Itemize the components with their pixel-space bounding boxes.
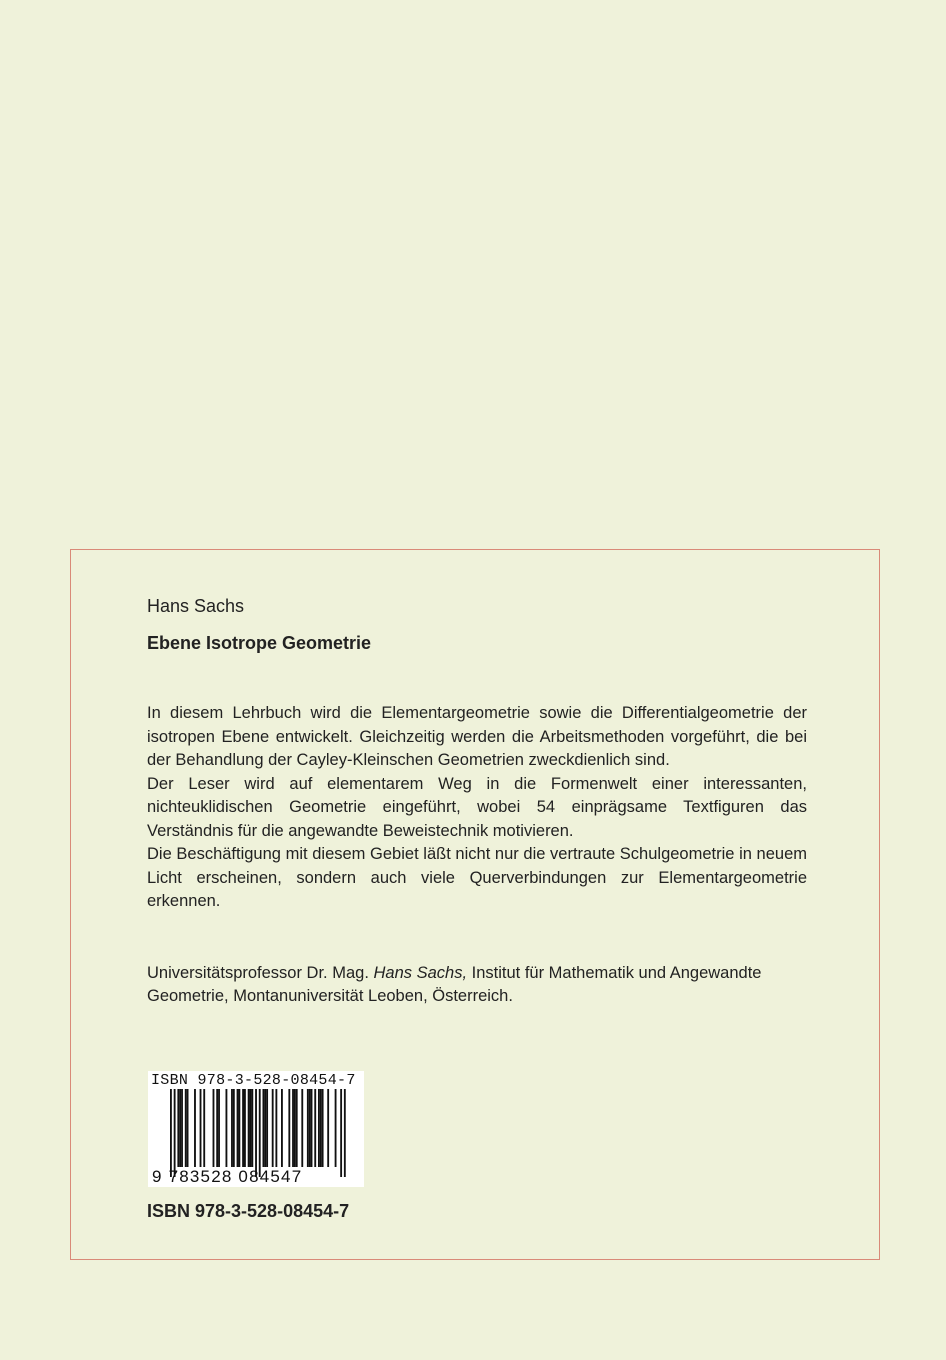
- barcode-bar: [335, 1089, 337, 1167]
- barcode-bar: [322, 1089, 324, 1167]
- barcode-bar: [320, 1089, 322, 1167]
- barcode-bar: [244, 1089, 246, 1167]
- barcode-bar: [307, 1089, 309, 1167]
- barcode-bar: [237, 1089, 239, 1167]
- author-name: Hans Sachs: [147, 596, 245, 616]
- barcode-bar: [200, 1089, 202, 1167]
- barcode-bar: [187, 1089, 189, 1167]
- barcode: [148, 1071, 364, 1187]
- description-paragraph: In diesem Lehrbuch wird die Elementargeometrie sowie die Differentialgeometrie der isotropen Ebene entwickelt. Gleichzeitig werden die Arbeitsmethoden vorgeführt, die bei der Behandlung der Cayley-Kleinschen Geometrien zweckdienlich sind.: [147, 704, 807, 769]
- barcode-bar: [314, 1089, 316, 1167]
- barcode-bar: [301, 1089, 303, 1167]
- author-bio: [147, 962, 807, 1009]
- barcode-bar: [242, 1089, 244, 1167]
- barcode-bar: [327, 1089, 329, 1167]
- barcode-bar: [203, 1089, 205, 1167]
- barcode-bar: [179, 1089, 181, 1167]
- barcode-bar: [177, 1089, 179, 1167]
- barcode-bar: [266, 1089, 268, 1167]
- barcode-bar: [233, 1089, 235, 1167]
- barcode-bar: [311, 1089, 313, 1167]
- barcode-bar: [185, 1089, 187, 1167]
- barcode-bar: [255, 1089, 257, 1177]
- barcode-bar: [218, 1089, 220, 1167]
- bio-prefix: Universitätsprofessor Dr. Mag.: [147, 963, 374, 982]
- barcode-bar: [296, 1089, 298, 1167]
- barcode-bar: [288, 1089, 290, 1167]
- barcode-bar: [263, 1089, 265, 1167]
- barcode-bar: [264, 1089, 266, 1167]
- barcode-bar: [272, 1089, 274, 1167]
- barcode-bar: [250, 1089, 252, 1167]
- barcode-bar: [309, 1089, 311, 1167]
- description-paragraph: Der Leser wird auf elementarem Weg in die Formenwelt einer interessanten, nichteuklidischen Geometrie eingeführt, wobei 54 einprägsame Textfiguren das Verständnis für die angewandte Beweistechnik motivieren.: [147, 774, 807, 840]
- barcode-bar: [344, 1089, 346, 1177]
- back-cover-text: [147, 596, 807, 1009]
- barcode-isbn-label: ISBN 978-3-528-08454-7: [151, 1072, 356, 1089]
- description-paragraph: Die Beschäftigung mit diesem Gebiet läßt nicht nur die vertraute Schulgeometrie in neuem Licht erscheinen, sondern auch viele Querverbindungen zur Elementargeometrie erkennen.: [147, 845, 807, 910]
- barcode-bar: [170, 1089, 172, 1177]
- barcode-bar: [226, 1089, 228, 1167]
- barcode-bar: [318, 1089, 320, 1167]
- barcode-bar: [231, 1089, 233, 1167]
- barcode-bar: [259, 1089, 261, 1177]
- barcode-bar: [174, 1089, 176, 1177]
- barcode-bar: [340, 1089, 342, 1177]
- barcode-bar: [292, 1089, 294, 1167]
- barcode-bar: [194, 1089, 196, 1167]
- barcode-bar: [294, 1089, 296, 1167]
- barcode-bar: [275, 1089, 277, 1167]
- barcode-bar: [181, 1089, 183, 1167]
- barcode-bar: [281, 1089, 283, 1167]
- barcode-bar: [238, 1089, 240, 1167]
- barcode-bar: [251, 1089, 253, 1167]
- barcode-bar: [213, 1089, 215, 1167]
- bio-author-name: Hans Sachs,: [373, 963, 468, 982]
- barcode-bar: [216, 1089, 218, 1167]
- barcode-bar: [248, 1089, 250, 1167]
- barcode-digits: 9 783528 084547: [152, 1167, 303, 1186]
- isbn-footer: ISBN 978-3-528-08454-7: [147, 1201, 350, 1221]
- book-title: Ebene Isotrope Geometrie: [147, 633, 372, 653]
- bio-suffix: Institut für Mathematik und Angewandte Geometrie, Montanuniversität Leoben, Österreich.: [147, 963, 762, 1005]
